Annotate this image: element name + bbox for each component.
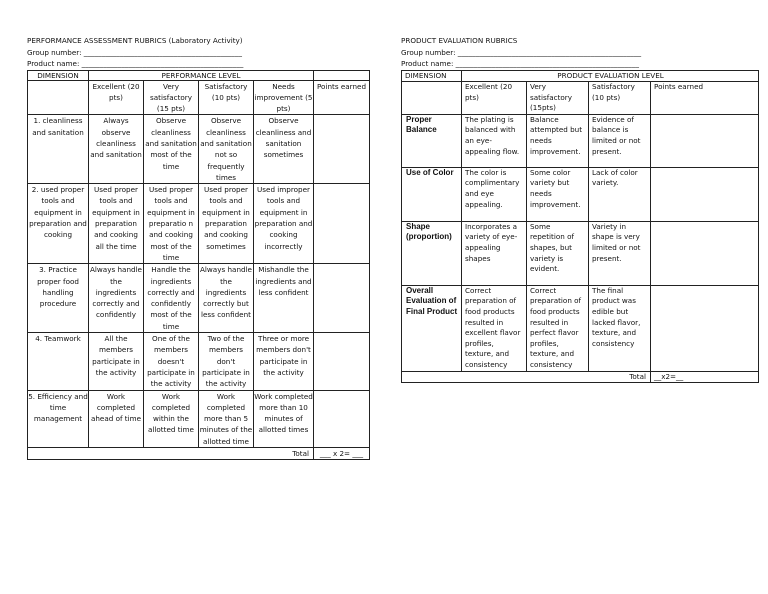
rubric-cell: The final product was edible but lacked flavor, texture, and consistency: [589, 285, 651, 371]
dimension-cell: Shape (proportion): [402, 221, 462, 285]
rubric-cell: Always handle the ingredients correctly but less confident: [199, 264, 254, 333]
table-row: [28, 264, 370, 333]
table-row: [402, 167, 759, 221]
level-header-row: [402, 82, 759, 115]
rubric-cell: The color is complimentary and eye appealing.: [462, 167, 527, 221]
rubric-cell: All the members participate in the activity: [89, 333, 144, 390]
points-cell[interactable]: [314, 264, 370, 333]
points-cell[interactable]: [651, 167, 759, 221]
table-row: [402, 221, 759, 285]
points-earned-header: Points earned: [651, 82, 759, 115]
rubric-cell: Used improper tools and equipment in preparation and cooking incorrectly: [254, 184, 314, 264]
rubric-cell: Work completed more than 10 minutes of allotted times: [254, 390, 314, 447]
level-header-row: [28, 80, 370, 115]
product-name-field: Product name: _____________________________________________: [27, 59, 244, 68]
points-cell[interactable]: [651, 221, 759, 285]
level-header-very-satisfactory: Very satisfactory (15pts): [527, 82, 589, 115]
table-row: [402, 285, 759, 371]
rubric-cell: Used proper tools and equipment in preparation and cooking sometimes: [199, 184, 254, 264]
dimension-header: DIMENSION: [402, 70, 462, 82]
rubric-cell: The plating is balanced with an eye-appealing flow.: [462, 114, 527, 167]
blank-header-cell: [314, 70, 370, 80]
rubric-cell: Correct preparation of food products resulted in perfect flavor profiles, texture, and consistency: [527, 285, 589, 371]
dimension-cell: 4. Teamwork: [28, 333, 89, 390]
blank-cell: [402, 82, 462, 115]
dimension-header: DIMENSION: [28, 70, 89, 80]
rubric-cell: Two of the members don't participate in the activity: [199, 333, 254, 390]
rubric-cell: Some color variety but needs improvement.: [527, 167, 589, 221]
points-cell[interactable]: [314, 390, 370, 447]
performance-rubric-title: PERFORMANCE ASSESSMENT RUBRICS (Laboratory Activity): [27, 36, 243, 45]
rubric-cell: Handle the ingredients correctly and confidently most of the time: [144, 264, 199, 333]
level-header-needs-improvement: Needs improvement (5 pts): [254, 81, 313, 114]
rubric-cell: Always handle the ingredients correctly and confidently: [89, 264, 144, 333]
table-header-row: [28, 70, 370, 80]
group-number-field: Group number: ____________________________________________: [27, 47, 242, 57]
rubric-cell: Work completed within the allotted time: [144, 390, 199, 447]
rubric-cell: One of the members doesn't participate in the activity: [144, 333, 199, 390]
level-header-excellent: Excellent (20 pts): [462, 82, 527, 115]
points-cell[interactable]: [651, 285, 759, 371]
dimension-cell: 5. Efficiency and time management: [28, 390, 89, 447]
rubric-cell: Balance attempted but needs improvement.: [527, 114, 589, 167]
rubric-cell: Work completed ahead of time: [89, 390, 144, 447]
table-row: [28, 115, 370, 184]
rubric-cell: Used proper tools and equipment in preparatio n and cooking most of the time: [144, 184, 199, 264]
table-row: [28, 184, 370, 264]
table-row: [402, 114, 759, 167]
group-number-field: Group number: ___________________________________________________: [401, 47, 642, 57]
level-header-very-satisfactory: Very satisfactory (15 pts): [144, 80, 199, 115]
product-name-field: Product name: ___________________________________________________: [401, 59, 639, 68]
dimension-cell: Overall Evaluation of Final Product: [402, 285, 462, 371]
points-cell[interactable]: [314, 333, 370, 390]
rubric-cell: Variety in shape is very limited or not present.: [589, 221, 651, 285]
rubric-cell: Evidence of balance is limited or not present.: [589, 114, 651, 167]
product-rubric-section: [401, 35, 759, 383]
level-header-satisfactory: Satisfactory (10 pts): [589, 82, 651, 115]
level-header-satisfactory: Satisfactory (10 pts): [199, 80, 254, 115]
performance-rubric-section: [27, 35, 370, 460]
rubric-cell: Incorporates a variety of eye-appealing shapes: [462, 221, 527, 285]
rubric-cell: Used proper tools and equipment in preparation and cooking all the time: [89, 184, 144, 264]
total-row: [28, 448, 370, 460]
rubric-cell: Mishandle the ingredients and less confident: [254, 264, 314, 333]
dimension-cell: 2. used proper tools and equipment in preparation and cooking: [28, 184, 89, 264]
points-earned-header: Points earned: [314, 80, 370, 115]
total-row: [402, 371, 759, 383]
rubric-cell: Observe cleanliness and sanitation sometimes: [254, 115, 314, 184]
rubric-cell: Some repetition of shapes, but variety is evident.: [527, 221, 589, 285]
points-cell[interactable]: [314, 115, 370, 184]
rubric-cell: Work completed more than 5 minutes of the allotted time: [199, 391, 253, 446]
rubric-cell: Always observe cleanliness and sanitation: [89, 115, 144, 184]
dimension-cell: 3. Practice proper food handling procedure: [28, 264, 89, 333]
table-row: [28, 333, 370, 390]
level-header-excellent: Excellent (20 pts): [89, 80, 144, 115]
total-label: Total: [28, 448, 314, 460]
product-rubric-title: PRODUCT EVALUATION RUBRICS: [401, 36, 518, 45]
product-rubric-table: [401, 70, 759, 384]
rubric-cell: Observe cleanliness and sanitation most of the time: [144, 115, 199, 184]
dimension-cell: 1. cleanliness and sanitation: [28, 115, 89, 184]
total-value[interactable]: ___ x 2= ___: [314, 448, 370, 460]
total-label: Total: [402, 371, 651, 383]
rubric-cell: Three or more members don't participate in the activity: [254, 333, 314, 390]
performance-rubric-table: [27, 70, 370, 461]
rubric-cell: Lack of color variety.: [589, 167, 651, 221]
table-header-row: [402, 70, 759, 82]
total-value[interactable]: __x2=__: [651, 371, 759, 383]
performance-level-header: PERFORMANCE LEVEL: [89, 70, 314, 80]
blank-cell: [28, 80, 89, 115]
table-row: [28, 390, 370, 447]
rubric-cell: Observe cleanliness and sanitation not so frequently times: [200, 116, 252, 182]
rubric-cell: Correct preparation of food products resulted in excellent flavor profiles, texture, and consistency: [462, 285, 527, 371]
dimension-cell: Use of Color: [402, 167, 462, 221]
points-cell[interactable]: [651, 114, 759, 167]
dimension-cell: Proper Balance: [402, 114, 462, 167]
points-cell[interactable]: [314, 184, 370, 264]
product-evaluation-level-header: PRODUCT EVALUATION LEVEL: [462, 70, 759, 82]
